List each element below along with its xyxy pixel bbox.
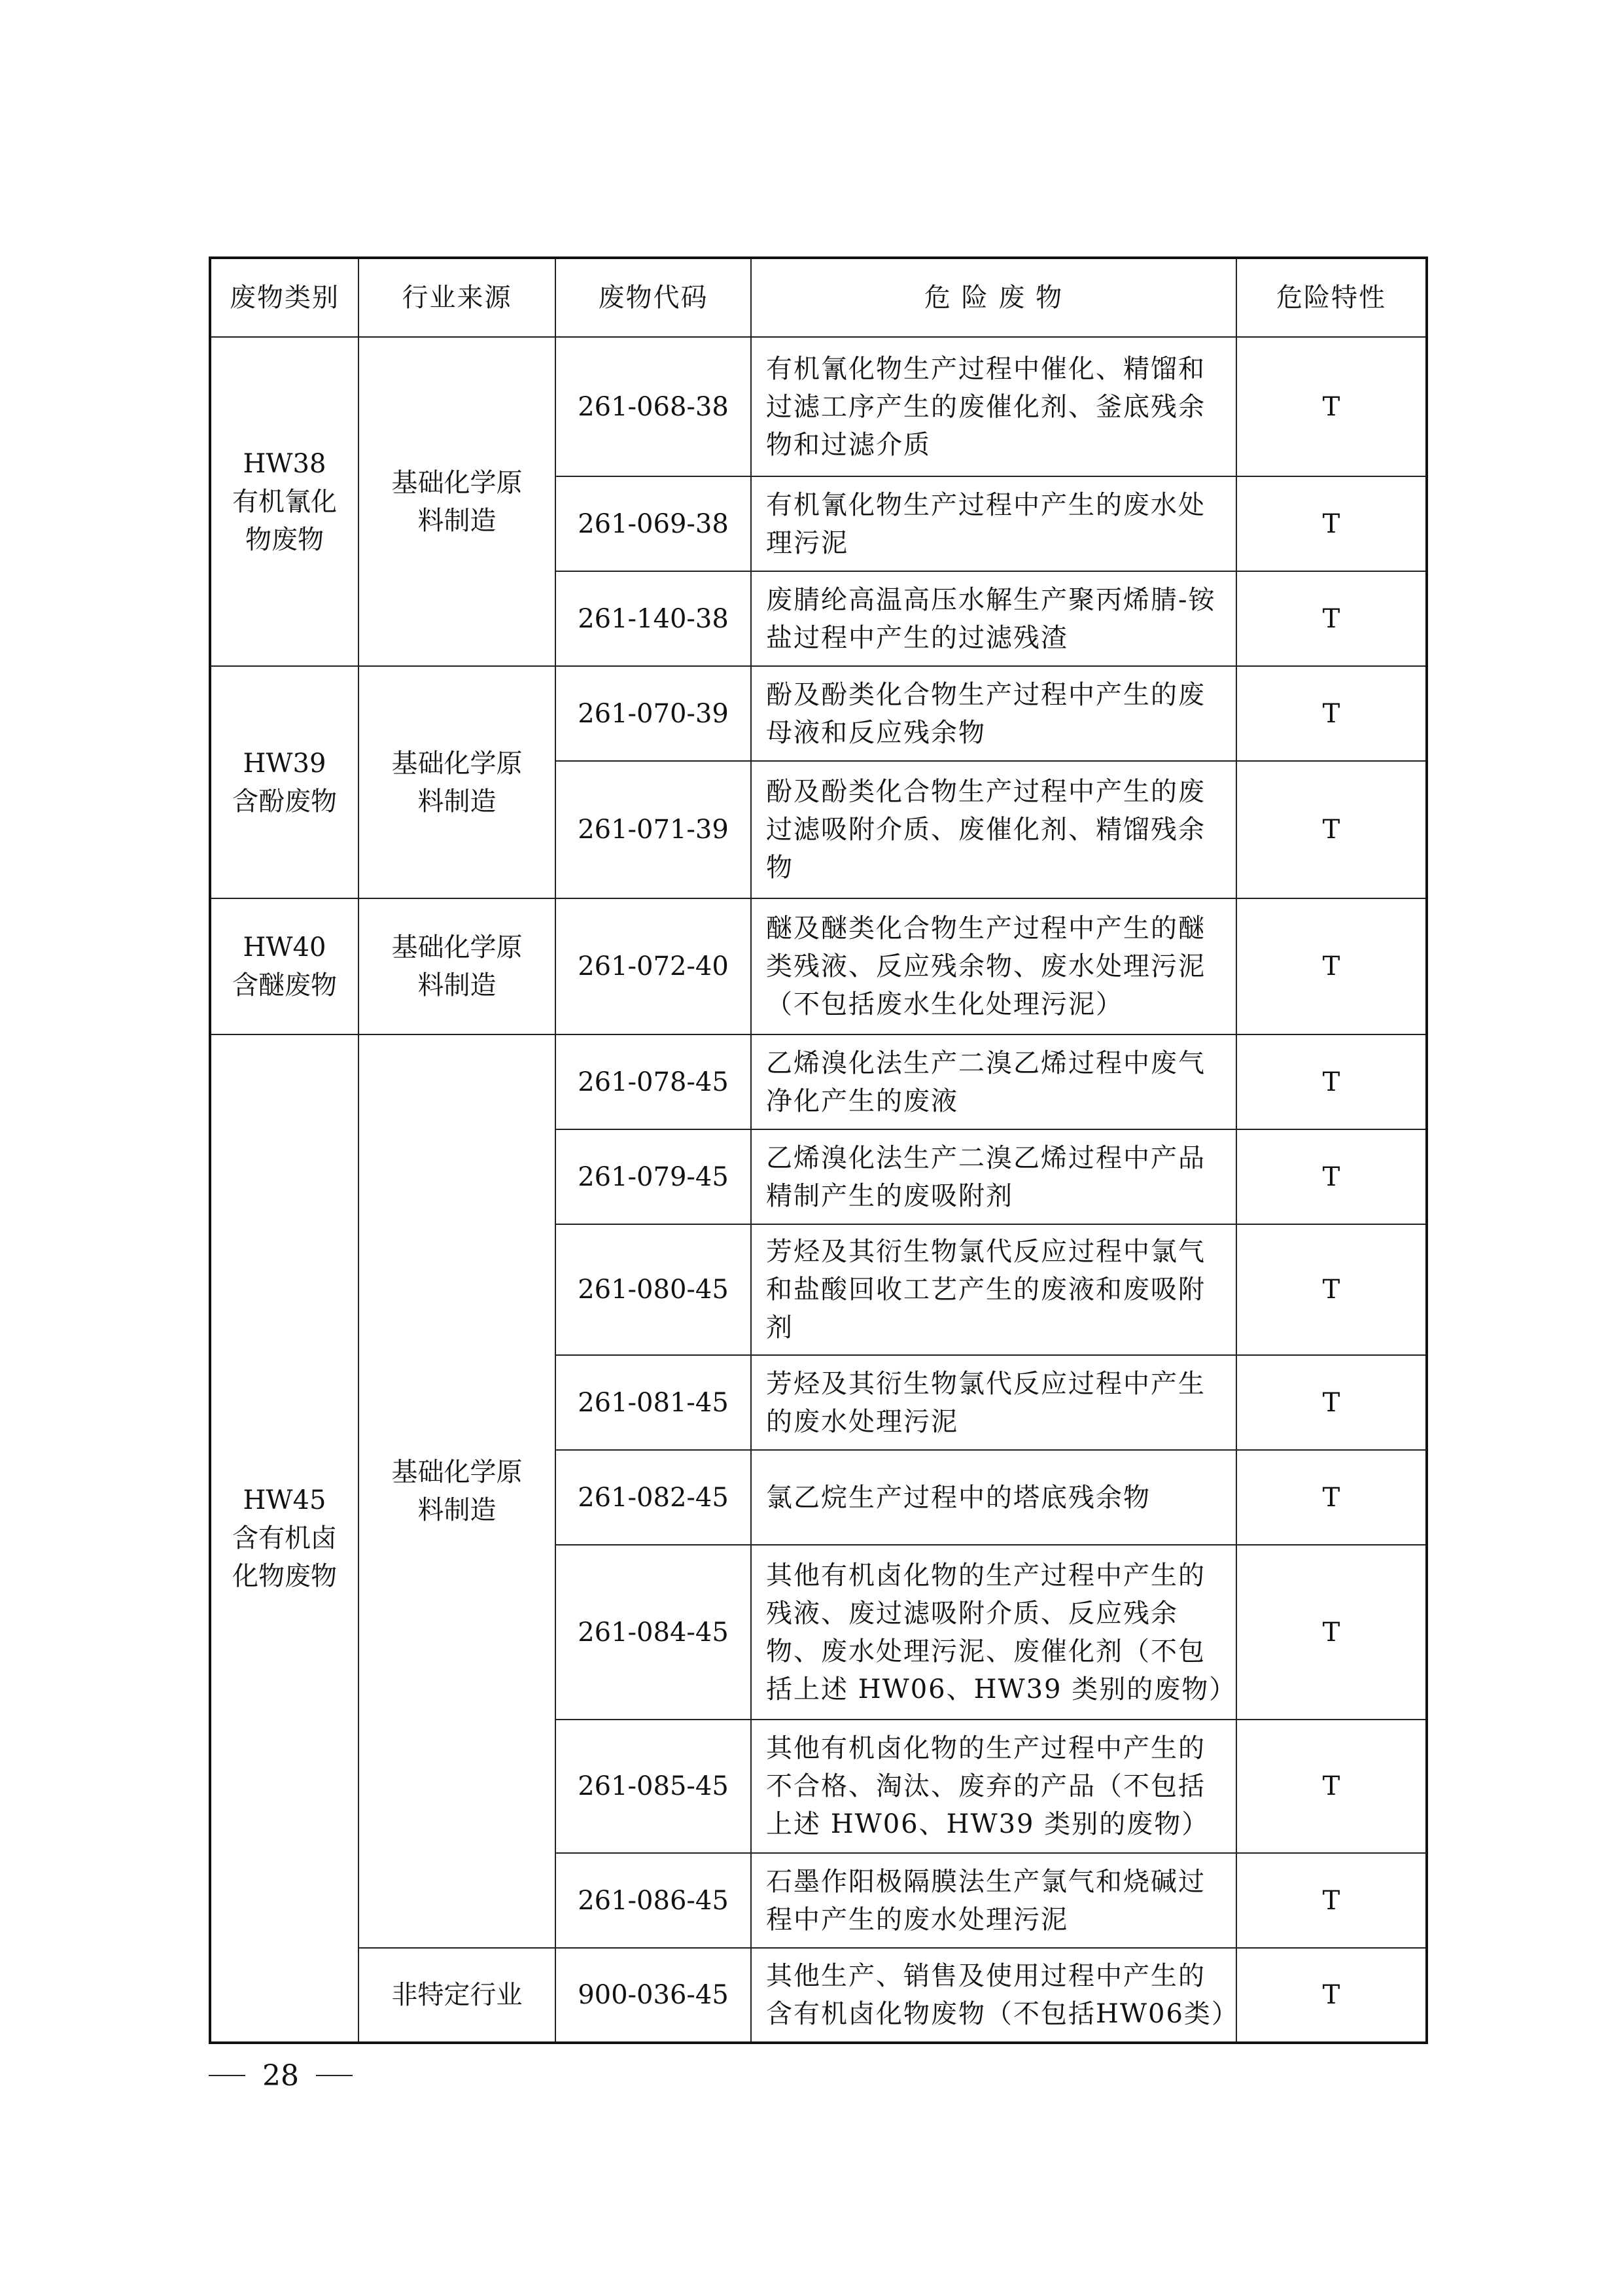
source-cell: 非特定行业 [358, 1948, 555, 2043]
hazard-property: T [1236, 1545, 1427, 1720]
table-row [210, 666, 1427, 761]
hazard-property: T [1236, 1355, 1427, 1450]
hazard-property: T [1236, 571, 1427, 666]
page-number: 28 [262, 2058, 299, 2093]
hazard-property: T [1236, 1224, 1427, 1355]
header-source: 行业来源 [358, 258, 555, 337]
waste-code: 261-085-45 [555, 1720, 751, 1853]
hazardous-waste-table [209, 256, 1428, 2044]
waste-code: 261-140-38 [555, 571, 751, 666]
header-waste: 危 险 废 物 [751, 258, 1236, 337]
header-hazard: 危险特性 [1236, 258, 1427, 337]
hazard-property: T [1236, 761, 1427, 898]
hazard-property: T [1236, 1948, 1427, 2043]
waste-code: 261-069-38 [555, 476, 751, 571]
page-footer [209, 2056, 353, 2095]
waste-code: 261-084-45 [555, 1545, 751, 1720]
table-row [210, 898, 1427, 1034]
waste-code: 261-072-40 [555, 898, 751, 1034]
waste-description: 醚及醚类化合物生产过程中产生的醚类残液、反应残余物、废水处理污泥（不包括废水生化处理污泥） [751, 898, 1236, 1034]
table-header-row [210, 258, 1427, 337]
category-cell: HW45 含有机卤 化物废物 [210, 1034, 358, 2043]
hazard-property: T [1236, 476, 1427, 571]
waste-description: 芳烃及其衍生物氯代反应过程中产生的废水处理污泥 [751, 1355, 1236, 1450]
waste-description: 酚及酚类化合物生产过程中产生的废过滤吸附介质、废催化剂、精馏残余物 [751, 761, 1236, 898]
hazard-property: T [1236, 1450, 1427, 1545]
footer-dash-right [316, 2075, 353, 2076]
waste-description: 酚及酚类化合物生产过程中产生的废母液和反应残余物 [751, 666, 1236, 761]
hazard-property: T [1236, 1720, 1427, 1853]
hazard-property: T [1236, 1129, 1427, 1224]
waste-code: 261-070-39 [555, 666, 751, 761]
header-code: 废物代码 [555, 258, 751, 337]
waste-description: 石墨作阳极隔膜法生产氯气和烧碱过程中产生的废水处理污泥 [751, 1853, 1236, 1948]
waste-code: 900-036-45 [555, 1948, 751, 2043]
source-cell: 基础化学原 料制造 [358, 1034, 555, 1948]
waste-description: 氯乙烷生产过程中的塔底残余物 [751, 1450, 1236, 1545]
waste-code: 261-079-45 [555, 1129, 751, 1224]
waste-description: 有机氰化物生产过程中催化、精馏和过滤工序产生的废催化剂、釜底残余物和过滤介质 [751, 337, 1236, 476]
waste-description: 乙烯溴化法生产二溴乙烯过程中产品精制产生的废吸附剂 [751, 1129, 1236, 1224]
footer-dash-left [209, 2075, 245, 2076]
waste-description: 废腈纶高温高压水解生产聚丙烯腈-铵盐过程中产生的过滤残渣 [751, 571, 1236, 666]
waste-description: 其他生产、销售及使用过程中产生的含有机卤化物废物（不包括HW06类） [751, 1948, 1236, 2043]
category-cell: HW40 含醚废物 [210, 898, 358, 1034]
header-category: 废物类别 [210, 258, 358, 337]
source-cell: 基础化学原 料制造 [358, 898, 555, 1034]
source-cell: 基础化学原 料制造 [358, 666, 555, 898]
category-cell: HW39 含酚废物 [210, 666, 358, 898]
waste-description: 其他有机卤化物的生产过程中产生的残液、废过滤吸附介质、反应残余物、废水处理污泥、废催化剂（不包括上述 HW06、HW39 类别的废物） [751, 1545, 1236, 1720]
waste-code: 261-078-45 [555, 1034, 751, 1129]
table-row [210, 1034, 1427, 1129]
waste-description: 有机氰化物生产过程中产生的废水处理污泥 [751, 476, 1236, 571]
hazard-property: T [1236, 337, 1427, 476]
waste-code: 261-080-45 [555, 1224, 751, 1355]
hazard-property: T [1236, 666, 1427, 761]
waste-code: 261-086-45 [555, 1853, 751, 1948]
waste-description: 其他有机卤化物的生产过程中产生的不合格、淘汰、废弃的产品（不包括上述 HW06、HW39 类别的废物） [751, 1720, 1236, 1853]
category-cell: HW38 有机氰化 物废物 [210, 337, 358, 666]
waste-code: 261-082-45 [555, 1450, 751, 1545]
waste-code: 261-068-38 [555, 337, 751, 476]
waste-description: 芳烃及其衍生物氯代反应过程中氯气和盐酸回收工艺产生的废液和废吸附剂 [751, 1224, 1236, 1355]
waste-description: 乙烯溴化法生产二溴乙烯过程中废气净化产生的废液 [751, 1034, 1236, 1129]
hazard-property: T [1236, 1034, 1427, 1129]
hazard-property: T [1236, 898, 1427, 1034]
waste-code: 261-081-45 [555, 1355, 751, 1450]
waste-code: 261-071-39 [555, 761, 751, 898]
table-row [210, 337, 1427, 476]
source-cell: 基础化学原 料制造 [358, 337, 555, 666]
table-row [210, 1948, 1427, 2043]
hazard-property: T [1236, 1853, 1427, 1948]
